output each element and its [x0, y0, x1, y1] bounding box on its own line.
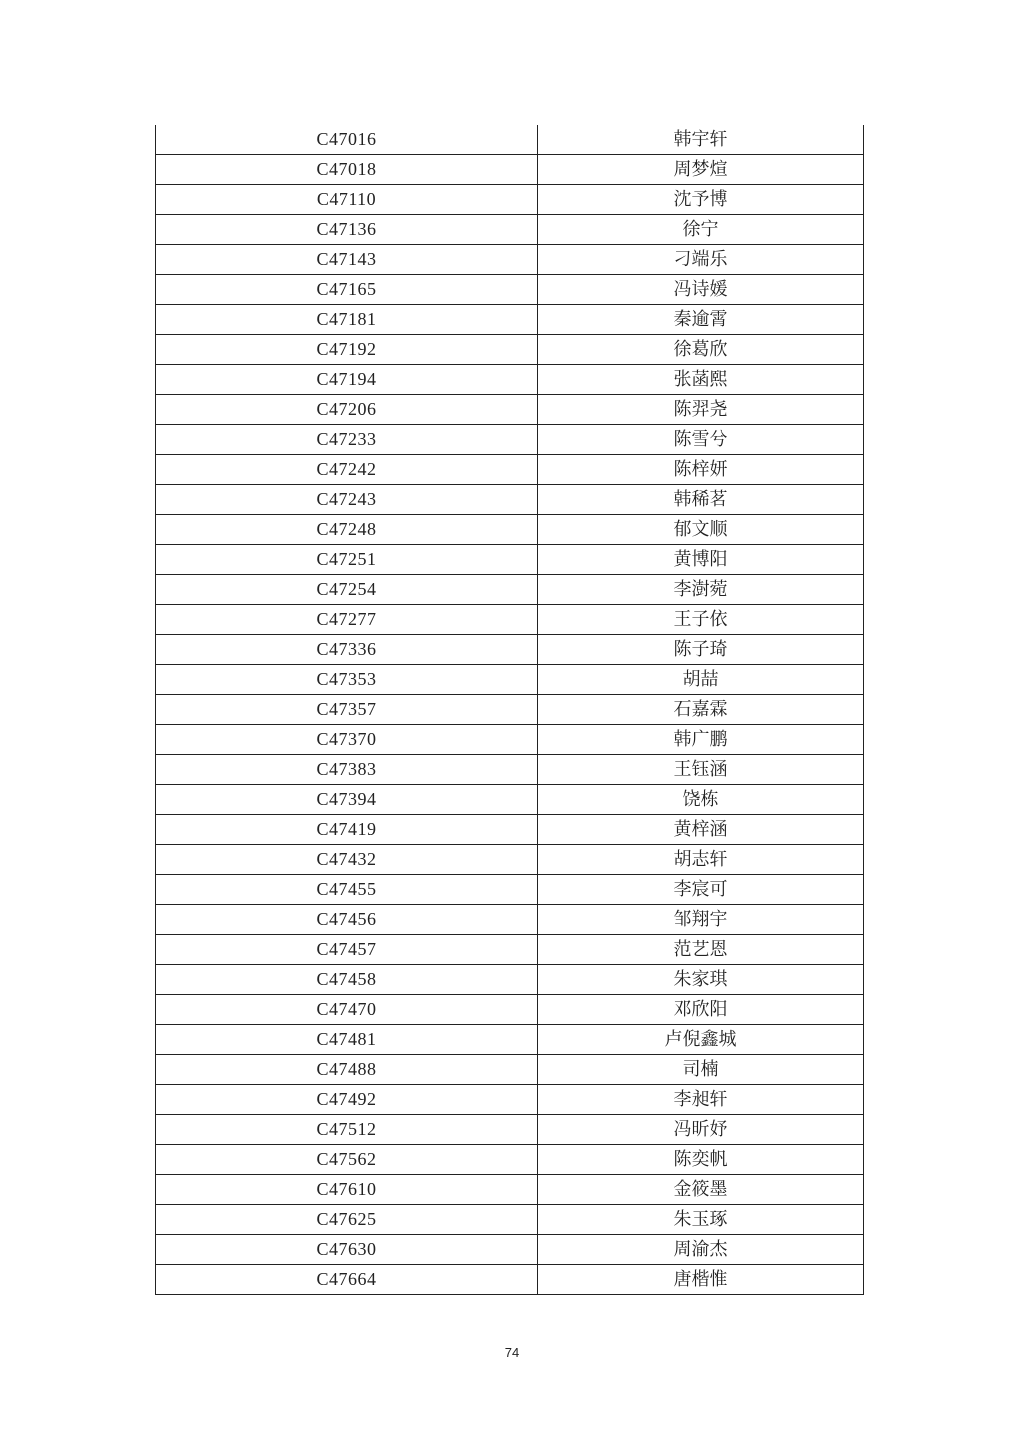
candidate-id-cell: C47136: [156, 215, 538, 245]
table-row: [156, 1205, 864, 1235]
table-row: [156, 1025, 864, 1055]
table-row: [156, 515, 864, 545]
candidate-name-cell: 陈梓妍: [538, 455, 864, 485]
table-row: [156, 365, 864, 395]
table-row: [156, 1145, 864, 1175]
table-row: [156, 635, 864, 665]
candidate-name-cell: 陈雪兮: [538, 425, 864, 455]
candidate-name-cell: 陈奕帆: [538, 1145, 864, 1175]
roster-table-body: [156, 125, 864, 1295]
candidate-id-cell: C47457: [156, 935, 538, 965]
candidate-id-cell: C47243: [156, 485, 538, 515]
candidate-name-cell: 胡志轩: [538, 845, 864, 875]
candidate-name-cell: 范艺恩: [538, 935, 864, 965]
candidate-name-cell: 沈予博: [538, 185, 864, 215]
candidate-name-cell: 李宸可: [538, 875, 864, 905]
candidate-id-cell: C47192: [156, 335, 538, 365]
candidate-name-cell: 冯昕妤: [538, 1115, 864, 1145]
candidate-id-cell: C47233: [156, 425, 538, 455]
table-row: [156, 725, 864, 755]
table-row: [156, 875, 864, 905]
candidate-id-cell: C47455: [156, 875, 538, 905]
candidate-id-cell: C47610: [156, 1175, 538, 1205]
table-row: [156, 995, 864, 1025]
candidate-id-cell: C47181: [156, 305, 538, 335]
candidate-name-cell: 韩广鹏: [538, 725, 864, 755]
candidate-id-cell: C47512: [156, 1115, 538, 1145]
candidate-id-cell: C47488: [156, 1055, 538, 1085]
table-row: [156, 665, 864, 695]
page-number: 74: [504, 1345, 520, 1360]
candidate-name-cell: 黄博阳: [538, 545, 864, 575]
candidate-id-cell: C47492: [156, 1085, 538, 1115]
candidate-id-cell: C47664: [156, 1265, 538, 1295]
candidate-id-cell: C47481: [156, 1025, 538, 1055]
candidate-name-cell: 胡喆: [538, 665, 864, 695]
candidate-id-cell: C47165: [156, 275, 538, 305]
candidate-id-cell: C47248: [156, 515, 538, 545]
table-row: [156, 695, 864, 725]
table-row: [156, 905, 864, 935]
candidate-name-cell: 李澍菀: [538, 575, 864, 605]
table-row: [156, 425, 864, 455]
candidate-name-cell: 饶栋: [538, 785, 864, 815]
candidate-id-cell: C47336: [156, 635, 538, 665]
candidate-name-cell: 郁文顺: [538, 515, 864, 545]
candidate-name-cell: 韩稀茗: [538, 485, 864, 515]
table-row: [156, 1235, 864, 1265]
table-row: [156, 1085, 864, 1115]
candidate-id-cell: C47562: [156, 1145, 538, 1175]
candidate-name-cell: 徐葛欣: [538, 335, 864, 365]
candidate-id-cell: C47353: [156, 665, 538, 695]
candidate-name-cell: 陈子琦: [538, 635, 864, 665]
table-row: [156, 335, 864, 365]
candidate-id-cell: C47370: [156, 725, 538, 755]
candidate-id-cell: C47016: [156, 125, 538, 155]
table-row: [156, 1115, 864, 1145]
candidate-id-cell: C47458: [156, 965, 538, 995]
table-row: [156, 605, 864, 635]
candidate-id-cell: C47277: [156, 605, 538, 635]
candidate-name-cell: 邹翔宇: [538, 905, 864, 935]
candidate-name-cell: 秦逾霄: [538, 305, 864, 335]
table-row: [156, 755, 864, 785]
table-row: [156, 575, 864, 605]
candidate-name-cell: 冯诗媛: [538, 275, 864, 305]
candidate-name-cell: 周渝杰: [538, 1235, 864, 1265]
candidate-name-cell: 邓欣阳: [538, 995, 864, 1025]
table-row: [156, 845, 864, 875]
table-row: [156, 275, 864, 305]
candidate-name-cell: 陈羿尧: [538, 395, 864, 425]
table-row: [156, 545, 864, 575]
candidate-name-cell: 李昶轩: [538, 1085, 864, 1115]
candidate-id-cell: C47357: [156, 695, 538, 725]
candidate-name-cell: 周梦煊: [538, 155, 864, 185]
candidate-name-cell: 朱玉琢: [538, 1205, 864, 1235]
table-row: [156, 215, 864, 245]
table-row: [156, 785, 864, 815]
table-row: [156, 815, 864, 845]
candidate-id-cell: C47470: [156, 995, 538, 1025]
candidate-name-cell: 石嘉霖: [538, 695, 864, 725]
candidate-id-cell: C47206: [156, 395, 538, 425]
candidate-name-cell: 卢倪鑫城: [538, 1025, 864, 1055]
table-row: [156, 1175, 864, 1205]
table-row: [156, 185, 864, 215]
candidate-name-cell: 王钰涵: [538, 755, 864, 785]
candidate-name-cell: 金筱墨: [538, 1175, 864, 1205]
candidate-id-cell: C47254: [156, 575, 538, 605]
candidate-id-cell: C47143: [156, 245, 538, 275]
candidate-id-cell: C47194: [156, 365, 538, 395]
candidate-id-cell: C47110: [156, 185, 538, 215]
candidate-id-cell: C47251: [156, 545, 538, 575]
table-row: [156, 245, 864, 275]
candidate-name-cell: 徐宁: [538, 215, 864, 245]
table-row: [156, 485, 864, 515]
candidate-name-cell: 刁端乐: [538, 245, 864, 275]
roster-table: [155, 125, 864, 1295]
candidate-id-cell: C47394: [156, 785, 538, 815]
candidate-name-cell: 司楠: [538, 1055, 864, 1085]
candidate-id-cell: C47625: [156, 1205, 538, 1235]
candidate-id-cell: C47432: [156, 845, 538, 875]
table-row: [156, 125, 864, 155]
candidate-id-cell: C47419: [156, 815, 538, 845]
candidate-name-cell: 黄梓涵: [538, 815, 864, 845]
candidate-name-cell: 韩宇轩: [538, 125, 864, 155]
table-row: [156, 305, 864, 335]
candidate-name-cell: 张菡熙: [538, 365, 864, 395]
candidate-name-cell: 朱家琪: [538, 965, 864, 995]
candidate-id-cell: C47456: [156, 905, 538, 935]
table-row: [156, 965, 864, 995]
table-row: [156, 1265, 864, 1295]
candidate-id-cell: C47630: [156, 1235, 538, 1265]
candidate-name-cell: 唐楷惟: [538, 1265, 864, 1295]
table-row: [156, 1055, 864, 1085]
candidate-id-cell: C47018: [156, 155, 538, 185]
candidate-id-cell: C47383: [156, 755, 538, 785]
table-row: [156, 155, 864, 185]
table-row: [156, 395, 864, 425]
table-row: [156, 455, 864, 485]
table-row: [156, 935, 864, 965]
candidate-id-cell: C47242: [156, 455, 538, 485]
candidate-name-cell: 王子依: [538, 605, 864, 635]
